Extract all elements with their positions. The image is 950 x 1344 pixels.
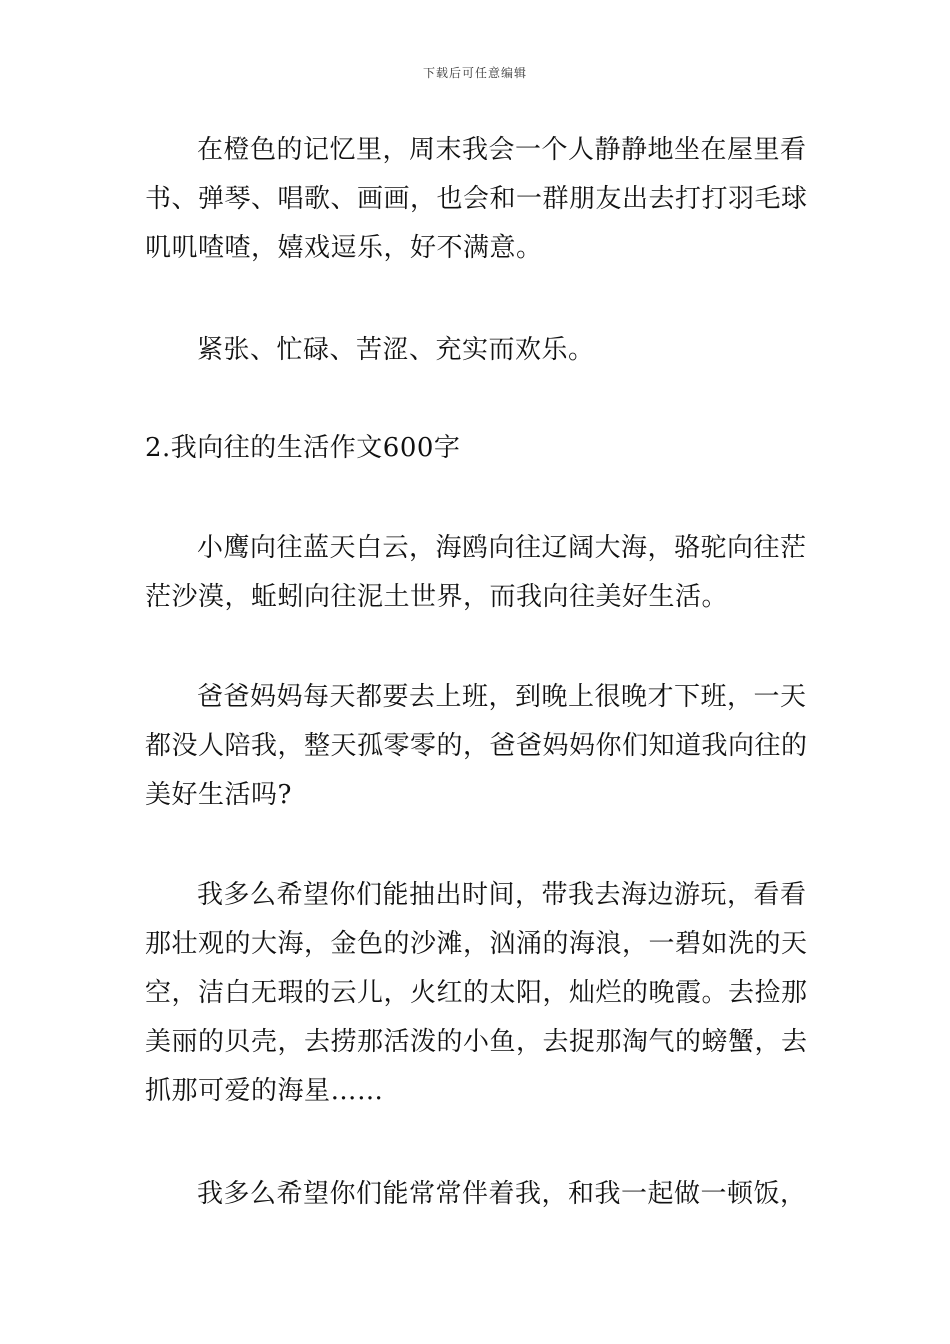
paragraph-1 xyxy=(145,126,810,273)
heading-line: 2.我向往的生活作文600字 xyxy=(145,433,461,463)
paragraph-line: 书、弹琴、唱歌、画画，也会和一群朋友出去打打羽毛球 xyxy=(145,184,808,214)
paragraph-line: 都没人陪我，整天孤零零的，爸爸妈妈你们知道我向往的 xyxy=(145,731,808,761)
paragraph-line: 那壮观的大海，金色的沙滩，汹涌的海浪，一碧如洗的天 xyxy=(145,929,808,959)
paragraph-line: 爸爸妈妈每天都要去上班，到晚上很晚才下班，一天 xyxy=(197,682,807,712)
paragraph-4 xyxy=(145,524,810,622)
paragraph-5 xyxy=(145,673,810,820)
paragraph-line: 叽叽喳喳，嬉戏逗乐，好不满意。 xyxy=(145,233,543,263)
paragraph-7 xyxy=(145,1170,810,1219)
paragraph-6 xyxy=(145,871,810,1116)
paragraph-line: 在橙色的记忆里，周末我会一个人静静地坐在屋里看 xyxy=(197,135,807,165)
page-header: 下载后可任意编辑 xyxy=(422,66,527,80)
paragraph-2 xyxy=(145,326,810,375)
paragraph-line: 空，洁白无瑕的云儿，火红的太阳，灿烂的晚霞。去捡那 xyxy=(145,978,808,1008)
paragraph-line: 美好生活吗? xyxy=(145,780,292,810)
paragraph-line: 我多么希望你们能抽出时间，带我去海边游玩，看看 xyxy=(197,880,807,910)
paragraph-line: 紧张、忙碌、苦涩、充实而欢乐。 xyxy=(197,335,595,365)
paragraph-line: 小鹰向往蓝天白云，海鸥向往辽阔大海，骆驼向往茫 xyxy=(197,533,807,563)
section-heading xyxy=(145,424,810,473)
paragraph-line: 美丽的贝壳，去捞那活泼的小鱼，去捉那淘气的螃蟹，去 xyxy=(145,1027,808,1057)
paragraph-line: 抓那可爱的海星…… xyxy=(145,1076,384,1106)
paragraph-line: 我多么希望你们能常常伴着我，和我一起做一顿饭， xyxy=(197,1179,807,1209)
paragraph-line: 茫沙漠，蚯蚓向往泥土世界，而我向往美好生活。 xyxy=(145,582,729,612)
